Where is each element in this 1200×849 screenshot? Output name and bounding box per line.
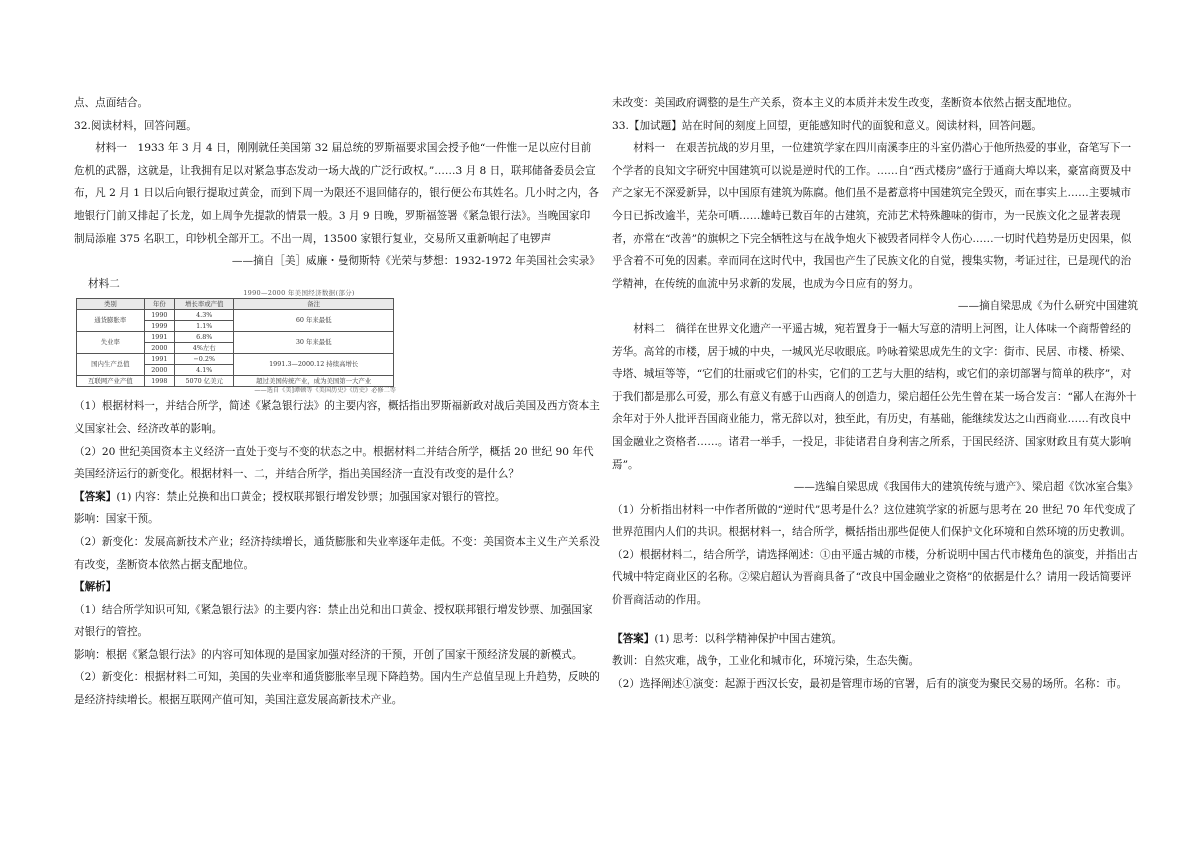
sub-question-2: （2）根据材料二，结合所学，请选择阐述：①由平遥古城的市楼，分析说明中国古代市楼角色的演变，并指出古代城中特定商业区的名称。②梁启超认为晋商具备了“改良中国金融业之资格”的依据是什么？请用一段话简要评价晋商活动的作用。 (612, 548, 1138, 607)
table-cell: 1998 (144, 376, 174, 387)
table-cell: 1991 (144, 354, 174, 365)
material-2: 材料二 徜徉在世界文化遗产一平遥古城，宛若置身于一幅大写意的清明上河图，让人体味一个商帮曾经的芳华。高耸的市楼，居于城的中央，一城风光尽收眼底。吟咏着梁思成先生的文字：街市、民居、市楼、桥梁、寺塔、城垣等等，“它们的壮丽或它们的朴实，它们的工艺与大胆的结构，或它们的亲切部署与简单的秩序”，对于我们都是那么可爱，那么有意义有感于山西商人的创造力，梁启超任公先生曾在某一场合发言：“鄙人在海外十余年对于外人批评吾国商业能力，常无辞以对，独至此，有历史，有基础，能继续发达之山西商业……有改良中国金融业之资格者……。诸君一举手，一投足，非徒诸君自身利害之所系，于国民经济、国家财政且有莫大影响焉”。 (612, 322, 1137, 471)
table-cell: 4.3% (175, 310, 234, 321)
material-1: 材料一 在艰苦抗战的岁月里，一位建筑学家在四川南溪李庄的斗室仍潜心于他所热爱的事业，奋笔写下一个学者的良知文字研究中国建筑可以说是逆时代的工作。……自“西式楼房”盛行于通商大埠以来，豪富商贾及中产之家无不深爱新异，以中国原有建筑为陈腐。他们虽不是蓄意将中国建筑完全毁灭，而在事实上……主要城市今日已拆改逾半，芜杂可哂……雄峙已数百年的古建筑，充沛艺术特殊趣味的街市，为一民族文化之显著表现者，亦常在“改善”的旗帜之下完全牺牲这与在战争炮火下被毁者同样令人伤心……一切时代趋势是历史因果，似乎含着不可免的因素。幸而同在这时代中，我国也产生了民族文化的自觉，搜集实物，考证过往，已是现代的治学精神，在传统的血流中另求新的发展，也成为今日应有的努力。 (612, 142, 1132, 290)
data-figure (74, 289, 600, 395)
figure-title: 1990—2000 年美国经济数据(部分) (243, 289, 355, 298)
table-cell: 国内生产总值 (77, 354, 145, 376)
question-32: 32.阅读材料，回答问题。 (74, 119, 197, 132)
question-33: 33.【加试题】站在时间的刻度上回望，更能感知时代的面貌和意义。阅读材料，回答问题。 (612, 119, 1043, 132)
material-1-source: ——摘自梁思成《为什么研究中国建筑 (957, 300, 1138, 313)
text-line: 点、点面结合。 (74, 97, 149, 109)
table-header: 增长率或产值 (175, 299, 234, 310)
answer-1: 【答案】(1) 内容：禁止兑换和出口黄金；授权联邦银行增发钞票；加强国家对银行的管控。 (74, 490, 506, 503)
table-cell: 互联网产业产值 (77, 376, 145, 387)
analysis-tag: 【解析】 (74, 581, 117, 594)
table-row (77, 376, 394, 387)
answer-2: （2）新变化：发展高新技术产业；经济持续增长，通货膨胀和失业率逐年走低。不变：美国资本主义生产关系没有改变，垄断资本依然占据支配地位。 (74, 535, 600, 571)
spacer (612, 612, 1138, 628)
table-cell: 60 年来最低 (234, 310, 394, 332)
table-cell: 1.1% (175, 321, 234, 332)
table-cell: 4%左右 (175, 343, 234, 354)
table-cell: 通货膨胀率 (77, 310, 145, 332)
left-column (74, 92, 600, 712)
table-cell: 超过美国传统产业，成为美国第一大产业 (234, 376, 394, 387)
material-2-source: ——选编自梁思成《我国伟大的建筑传统与遗产》、梁启超《饮冰室合集》 (793, 481, 1138, 494)
table-header: 年份 (144, 299, 174, 310)
table-row (77, 354, 394, 365)
table-cell: 1991 (144, 332, 174, 343)
table-cell: 失业率 (77, 332, 145, 354)
answer-tag: 【答案】 (612, 632, 655, 645)
analysis-2: （2）新变化：根据材料二可知，美国的失业率和通货膨胀率呈现下降趋势。国内生产总值呈现上升趋势，反映的是经济持续增长。根据互联网产值可知，美国注意发展高新技术产业。 (74, 671, 600, 707)
table-cell: 30 年来最低 (234, 332, 394, 354)
material-1-source: ——摘自［美］威廉・曼彻斯特《光荣与梦想：1932-1972 年美国社会实录》 (231, 255, 600, 268)
table-header: 类别 (77, 299, 145, 310)
analysis-1-impact: 影响：根据《紧急银行法》的内容可知体现的是国家加强对经济的干预，开创了国家干预经济发展的新模式。 (74, 648, 583, 661)
table-cell: 2000 (144, 343, 174, 354)
text-line: 未改变：美国政府调整的是生产关系，资本主义的本质并未发生改变，垄断资本依然占据支配地位。 (612, 97, 1079, 109)
table-cell: 2000 (144, 365, 174, 376)
analysis-1: （1）结合所学知识可知,《紧急银行法》的主要内容：禁止出兑和出口黄金、授权联邦银行增发钞票、加强国家对银行的管控。 (74, 603, 593, 639)
sub-question-1: （1）分析指出材料一中作者所做的“逆时代”思考是什么？这位建筑学家的祈愿与思考在 20 世纪 70 年代变成了世界范围内人们的共识。根据材料一，结合所学，概括指出那些促使人们保护文化环境和自然环境的历史教训。 (612, 503, 1137, 539)
table-cell: 6.8% (175, 332, 234, 343)
table-row (77, 332, 394, 343)
sub-question-1: （1）根据材料一，并结合所学，简述《紧急银行法》的主要内容，概括指出罗斯福新政对战后美国及西方资本主义国家社会、经济改革的影响。 (74, 400, 600, 435)
table-cell: −0.2% (175, 354, 234, 365)
table-header: 备注 (234, 299, 394, 310)
table-cell: 1990 (144, 310, 174, 321)
economic-data-table (76, 298, 394, 387)
answer-tag: 【答案】 (74, 490, 117, 503)
answer-1: 【答案】(1) 思考：以科学精神保护中国古建筑。 (612, 632, 843, 645)
answer-1-impact: 影响：国家干预。 (74, 513, 159, 526)
sub-question-2: （2）20 世纪美国资本主义经济一直处于变与不变的状态之中。根据材料二并结合所学，概括 20 世纪 90 年代美国经济运行的新变化。根据材料一、二，并结合所学，指出美国经济一直没有改变的是什么？ (74, 445, 594, 481)
table-row (77, 310, 394, 321)
table-cell: 5070 亿美元 (175, 376, 234, 387)
answer-2: （2）选择阐述①演变：起源于西汉长安，最初是管理市场的官署，后有的演变为聚民交易的场所。名称：市。 (612, 677, 1128, 690)
table-cell: 1991.3—2000.12 持续高增长 (234, 354, 394, 376)
right-column (612, 92, 1138, 695)
answer-1-lessons: 教训：自然灾难，战争，工业化和城市化，环境污染，生态失衡。 (612, 655, 920, 668)
figure-caption: ——选自《美]谭顿等《美国历史》《历史》必修二等 (254, 387, 396, 395)
table-cell: 1999 (144, 321, 174, 332)
material-1: 材料一 1933 年 3 月 4 日，刚刚就任美国第 32 届总统的罗斯福要求国会授予他“一件惟一足以应付目前危机的武器，这就是，让我拥有足以对紧急事态发动一场大战的广泛行政权。”……3 月 8 日，联邦储备委员会宣布，凡 2 月 1 日以后向银行提取过黄金，而到下周一为限还不退回储存的，银行便公布其姓名。几小时之内，各地银行门前又排起了长龙，如上周争先提款的情景一般。3 月 9 日晚，罗斯福签署《紧急银行法》。当晚国家印制局添雇 375 名职工，印钞机全部开工。不出一周，13500 家银行复业，交易所又重新响起了电锣声 (74, 142, 599, 245)
table-cell: 4.1% (175, 365, 234, 376)
material-2-label: 材料二 (88, 277, 120, 290)
